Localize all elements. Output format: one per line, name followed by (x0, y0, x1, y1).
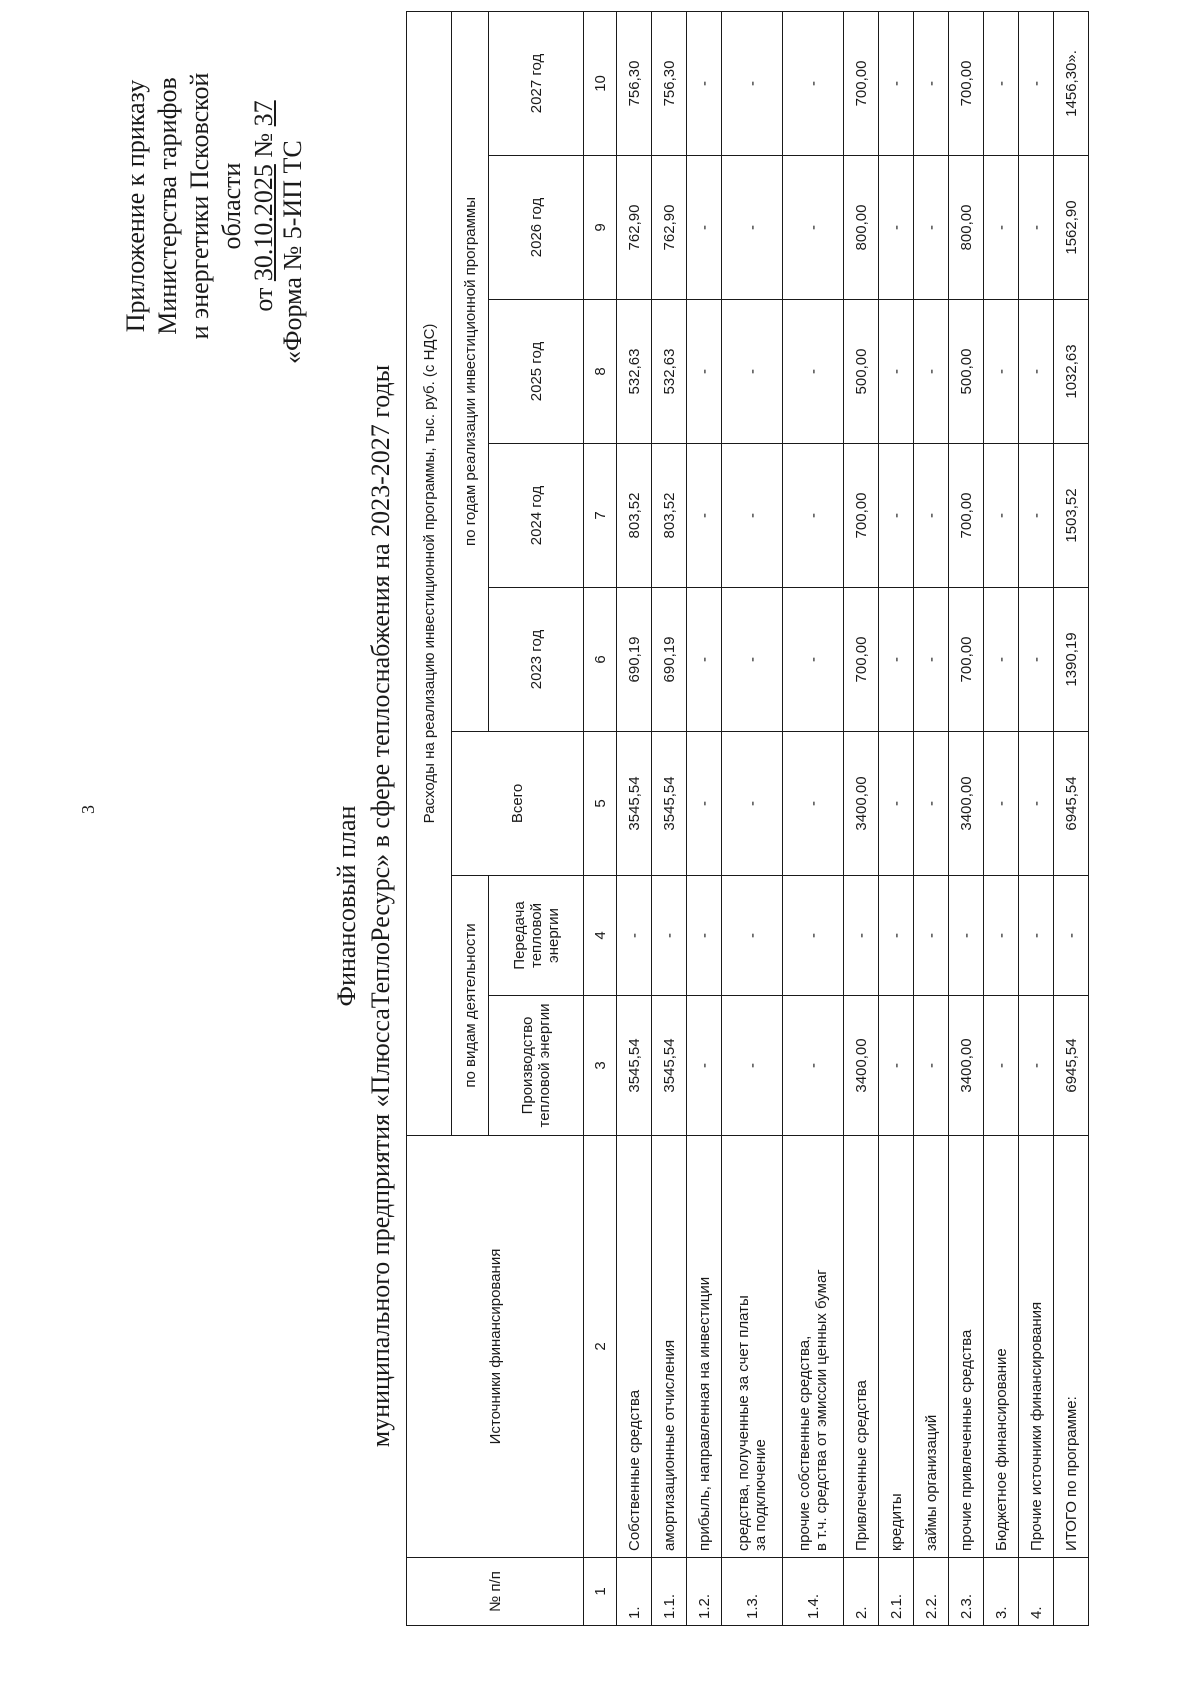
value-y2025: - (984, 300, 1019, 444)
value-total: - (984, 732, 1019, 876)
funding-source-cell (949, 1136, 984, 1558)
value-total: - (687, 732, 722, 876)
value-y2024: - (879, 444, 914, 588)
value-y2026: 762,90 (652, 156, 687, 300)
value-transmission: - (1054, 876, 1089, 996)
value-total: - (879, 732, 914, 876)
value-production: 6945,54 (1054, 996, 1089, 1136)
value-y2024: - (722, 444, 783, 588)
value-y2023: - (783, 588, 844, 732)
table-row (617, 11, 652, 1625)
value-production: - (914, 996, 949, 1136)
value-y2025: - (879, 300, 914, 444)
value-y2027: - (984, 11, 1019, 155)
table-row (984, 11, 1019, 1625)
table-row (652, 11, 687, 1625)
header-2024: 2024 год (489, 444, 584, 588)
value-y2023: 1390,19 (1054, 588, 1089, 732)
value-y2023: - (1019, 588, 1054, 732)
value-y2027: 756,30 (617, 11, 652, 155)
value-total: - (722, 732, 783, 876)
value-y2027: - (722, 11, 783, 155)
row-number: 1.1. (652, 1558, 687, 1626)
value-y2025: - (783, 300, 844, 444)
value-y2025: - (914, 300, 949, 444)
column-number: 5 (584, 732, 617, 876)
row-number: 3. (984, 1558, 1019, 1626)
funding-source: Прочие источники финансирования (1027, 1301, 1045, 1551)
value-transmission: - (1019, 876, 1054, 996)
value-total: 3400,00 (949, 732, 984, 876)
value-total: 3545,54 (652, 732, 687, 876)
funding-source-cell (984, 1136, 1019, 1558)
value-y2024: 700,00 (844, 444, 879, 588)
row-number: 2.3. (949, 1558, 984, 1626)
table-row (949, 11, 984, 1625)
value-y2023: 690,19 (617, 588, 652, 732)
value-production: - (722, 996, 783, 1136)
value-transmission: - (617, 876, 652, 996)
funding-source: амортизационные отчисления (660, 1339, 678, 1551)
value-y2027: 1456,30». (1054, 11, 1089, 155)
value-y2027: - (914, 11, 949, 155)
value-y2026: - (722, 156, 783, 300)
value-production: - (687, 996, 722, 1136)
value-y2024: - (783, 444, 844, 588)
header-total: Всего (452, 732, 584, 876)
table-row (879, 11, 914, 1625)
value-y2026: - (914, 156, 949, 300)
table-body (617, 11, 1089, 1625)
column-number: 3 (584, 996, 617, 1136)
title-line-1: Финансовый план (332, 805, 361, 1007)
funding-source-cell (1054, 1136, 1089, 1558)
value-y2025: - (722, 300, 783, 444)
order-number: 37 (249, 100, 278, 127)
date-prefix: от (249, 287, 278, 312)
value-total: - (914, 732, 949, 876)
order-date: 30.10.2025 (249, 164, 278, 282)
appendix-header (120, 26, 280, 386)
header-2023: 2023 год (489, 588, 584, 732)
value-y2027: 700,00 (844, 11, 879, 155)
funding-source-cell (783, 1136, 844, 1558)
funding-source-cell (687, 1136, 722, 1558)
funding-source: прочие привлеченные средства (957, 1329, 975, 1551)
column-number: 7 (584, 444, 617, 588)
funding-source-cell (914, 1136, 949, 1558)
row-number: 1.2. (687, 1558, 722, 1626)
column-number: 4 (584, 876, 617, 996)
value-y2023: 700,00 (844, 588, 879, 732)
table-row (687, 11, 722, 1625)
table-row (1019, 11, 1054, 1625)
value-y2024: 803,52 (617, 444, 652, 588)
column-number: 8 (584, 300, 617, 444)
appendix-date-line (248, 26, 280, 386)
value-y2024: - (984, 444, 1019, 588)
funding-source: кредиты (887, 1493, 905, 1551)
value-y2024: 1503,52 (1054, 444, 1089, 588)
funding-source: прибыль, направленная на инвестиции (695, 1276, 713, 1551)
value-y2026: 762,90 (617, 156, 652, 300)
number-prefix: № (249, 132, 278, 158)
funding-source-cell (617, 1136, 652, 1558)
funding-source: средства, полученные за счет платы (735, 1295, 752, 1551)
value-y2027: - (687, 11, 722, 155)
value-transmission: - (879, 876, 914, 996)
funding-source-continued: за подключение (752, 1439, 769, 1551)
header-by-activity: по видам деятельности (452, 876, 489, 1136)
appendix-line-1: Приложение к приказу (121, 79, 150, 333)
row-number: 1.4. (783, 1558, 844, 1626)
value-transmission: - (914, 876, 949, 996)
value-y2023: 700,00 (949, 588, 984, 732)
column-number: 1 (584, 1558, 617, 1626)
value-y2024: - (687, 444, 722, 588)
value-y2026: - (879, 156, 914, 300)
value-production: 3545,54 (652, 996, 687, 1136)
row-number (1054, 1558, 1089, 1626)
header-production: Производство тепловой энергии (489, 996, 584, 1136)
header-source: Источники финансирования (407, 1136, 584, 1558)
column-number: 2 (584, 1136, 617, 1558)
value-y2025: - (1019, 300, 1054, 444)
value-total: 3545,54 (617, 732, 652, 876)
value-transmission: - (949, 876, 984, 996)
value-y2024: - (914, 444, 949, 588)
financial-plan-table (406, 11, 1089, 1626)
value-y2026: 1562,90 (1054, 156, 1089, 300)
value-production: 3400,00 (949, 996, 984, 1136)
form-label: «Форма № 5-ИП ТС (278, 140, 307, 364)
row-number: 2.2. (914, 1558, 949, 1626)
header-num: № п/п (407, 1558, 584, 1626)
header-by-years: по годам реализации инвестиционной программы (452, 11, 489, 731)
value-y2027: - (879, 11, 914, 155)
value-transmission: - (652, 876, 687, 996)
row-number: 2. (844, 1558, 879, 1626)
funding-source-cell (844, 1136, 879, 1558)
value-total: - (783, 732, 844, 876)
value-y2026: 800,00 (949, 156, 984, 300)
row-number: 1.3. (722, 1558, 783, 1626)
value-transmission: - (844, 876, 879, 996)
title-line-2: муниципального предприятия «ПлюссаТеплоРесурс» в сфере теплоснабжения на 2023-2027 годы (366, 364, 395, 1448)
value-production: - (783, 996, 844, 1136)
funding-source-cell (722, 1136, 783, 1558)
funding-source: займы организаций (922, 1414, 940, 1551)
row-number: 4. (1019, 1558, 1054, 1626)
value-y2023: - (984, 588, 1019, 732)
value-y2026: 800,00 (844, 156, 879, 300)
value-y2025: 532,63 (617, 300, 652, 444)
value-transmission: - (984, 876, 1019, 996)
column-number: 6 (584, 588, 617, 732)
funding-source-cell (879, 1136, 914, 1558)
appendix-line-3: и энергетики Псковской области (185, 72, 246, 340)
table-row (783, 11, 844, 1625)
value-production: 3400,00 (844, 996, 879, 1136)
value-y2025: 532,63 (652, 300, 687, 444)
value-y2027: 756,30 (652, 11, 687, 155)
value-y2027: - (783, 11, 844, 155)
header-2025: 2025 год (489, 300, 584, 444)
value-y2023: - (914, 588, 949, 732)
value-y2025: - (687, 300, 722, 444)
header-expenses: Расходы на реализацию инвестиционной программы, тыс. руб. (с НДС) (407, 11, 452, 1135)
header-transmission: Передача тепловой энергии (489, 876, 584, 996)
value-y2023: - (722, 588, 783, 732)
document-title (330, 216, 398, 1596)
funding-source: Бюджетное финансирование (992, 1348, 1010, 1551)
row-number: 2.1. (879, 1558, 914, 1626)
value-y2025: 1032,63 (1054, 300, 1089, 444)
table-row (844, 11, 879, 1625)
value-y2023: 690,19 (652, 588, 687, 732)
page-number: 3 (78, 805, 98, 814)
value-transmission: - (783, 876, 844, 996)
value-y2026: - (783, 156, 844, 300)
value-y2025: 500,00 (844, 300, 879, 444)
header-2026: 2026 год (489, 156, 584, 300)
funding-source: ИТОГО по программе: (1062, 1396, 1080, 1551)
value-total: 6945,54 (1054, 732, 1089, 876)
value-production: - (1019, 996, 1054, 1136)
appendix-line-2: Министерства тарифов (153, 77, 182, 335)
value-production: - (879, 996, 914, 1136)
funding-source-cell (652, 1136, 687, 1558)
header-2027: 2027 год (489, 11, 584, 155)
value-y2026: - (984, 156, 1019, 300)
funding-source: Привлеченные средства (852, 1380, 870, 1551)
value-y2026: - (687, 156, 722, 300)
value-y2023: - (687, 588, 722, 732)
value-total: - (1019, 732, 1054, 876)
value-y2026: - (1019, 156, 1054, 300)
value-y2024: - (1019, 444, 1054, 588)
funding-source: прочие собственные средства, (796, 1335, 813, 1551)
funding-source-continued: в т.ч. средства от эмиссии ценных бумаг (813, 1269, 830, 1551)
value-y2027: 700,00 (949, 11, 984, 155)
funding-source: Собственные средства (625, 1389, 643, 1551)
value-y2024: 700,00 (949, 444, 984, 588)
table-row (1054, 11, 1089, 1625)
row-number: 1. (617, 1558, 652, 1626)
value-production: 3545,54 (617, 996, 652, 1136)
value-y2025: 500,00 (949, 300, 984, 444)
value-y2023: - (879, 588, 914, 732)
column-number: 9 (584, 156, 617, 300)
column-number: 10 (584, 11, 617, 155)
value-production: - (984, 996, 1019, 1136)
table-row (722, 11, 783, 1625)
value-total: 3400,00 (844, 732, 879, 876)
value-transmission: - (687, 876, 722, 996)
table-row (914, 11, 949, 1625)
value-y2027: - (1019, 11, 1054, 155)
value-y2024: 803,52 (652, 444, 687, 588)
value-transmission: - (722, 876, 783, 996)
funding-source-cell (1019, 1136, 1054, 1558)
